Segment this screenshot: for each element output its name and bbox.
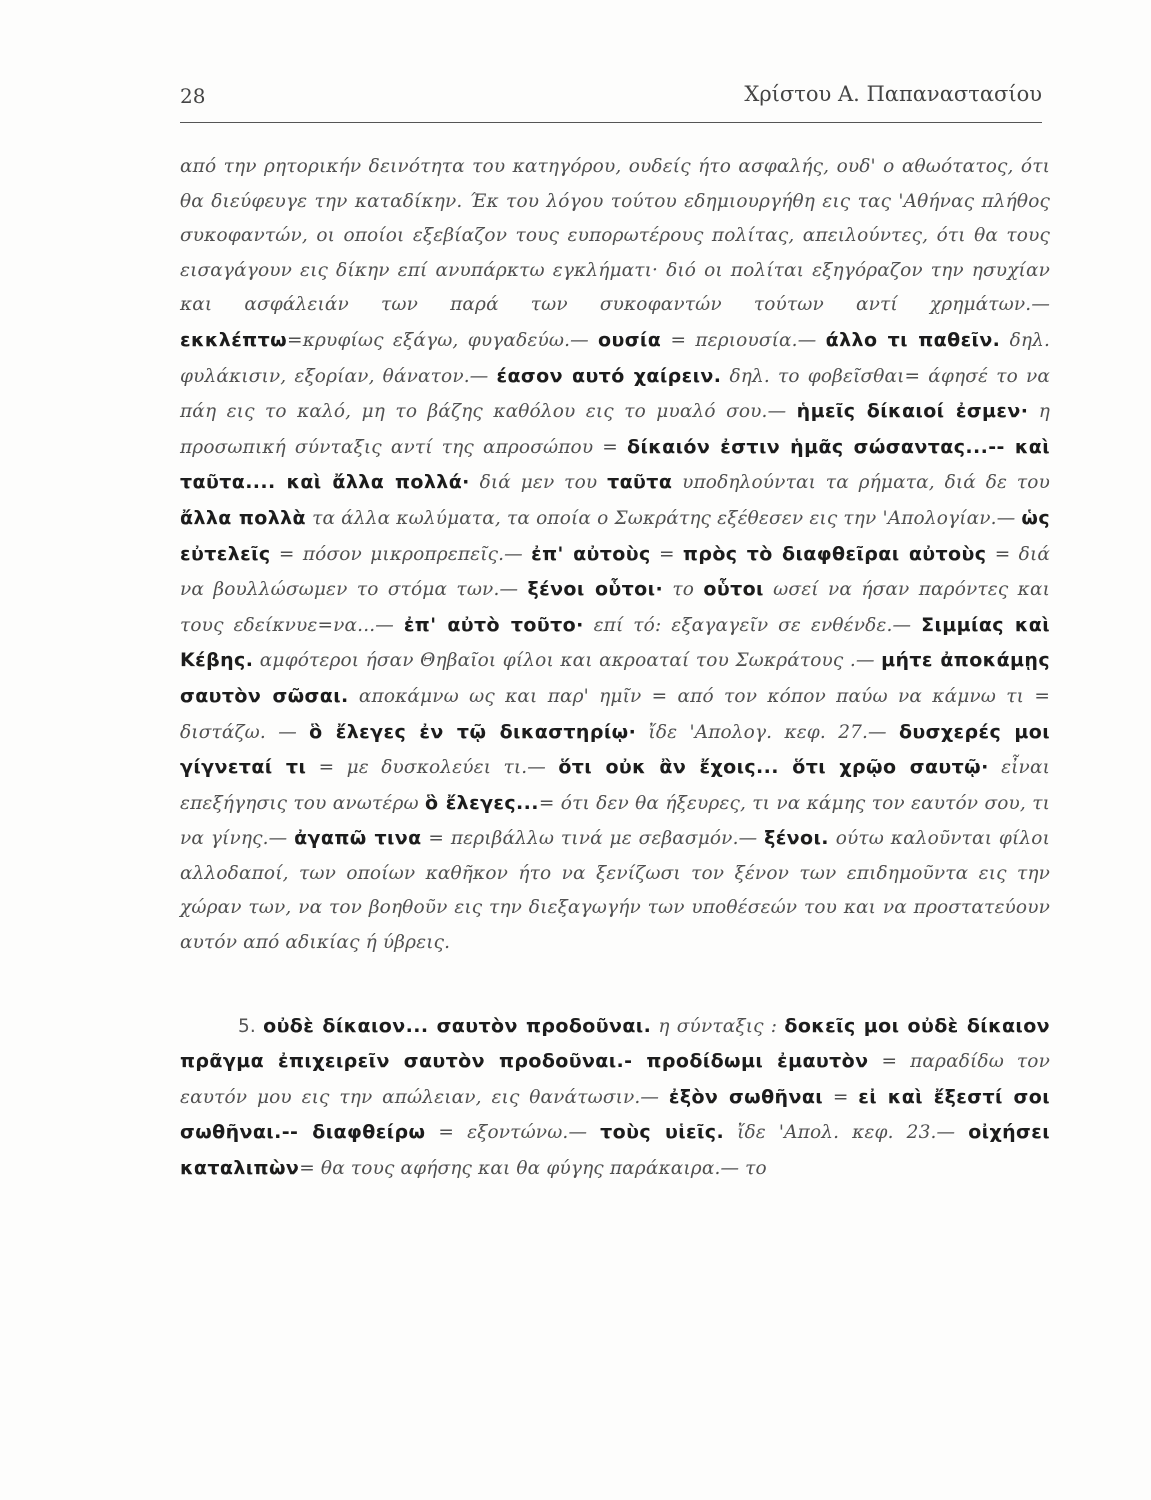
bold-lemma: ἐπ' αὐτὸ τοῦτο· <box>403 613 584 636</box>
gloss-text: = πόσον μικροπρεπεῖς.— <box>270 543 532 565</box>
gloss-text: τα άλλα κωλύματα, τα οποία ο Σωκράτης εξέθεσεν εις την 'Απολογίαν.— <box>306 507 1022 529</box>
gloss-text: ούτω καλοῦνται φίλοι αλλοδαποί, των οποίων καθῆκον ήτο να ξενίζωσι τον ξένον των επιδημοῦντα εις την χώραν των, να τον βοηθοῦν εις την διεξαγωγήν των υποθέσεών του και να προστατεύουν αυτόν από αδικίας ή ύβρεις. <box>180 828 1050 954</box>
gloss-text: δηλ. το φοβεῖσθαι= άφησέ το να πάη εις το καλό, μη το βάζης καθόλου εις το μυαλό σου.— <box>180 365 1051 423</box>
gloss-text: ωσεί να ήσαν παρόντες και τους εδείκνυε=να...— <box>180 579 1051 636</box>
gloss-text: = <box>650 543 683 565</box>
gloss-text: = θα τους αφήσης και θα φύγης παράκαιρα.— το <box>299 1158 767 1180</box>
gloss-text: = εξοντώνω.— <box>425 1122 601 1144</box>
page-header <box>180 70 1042 110</box>
gloss-text: εἶναι επεξήγησις του ανωτέρω <box>180 757 1050 814</box>
gloss-text: = ότι δεν θα ήξευρες, τι να κάμης τον εαυτόν σου, τι να γίνης.— <box>180 792 1050 850</box>
gloss-text: από την ρητορικήν δεινότητα του κατηγόρου, ουδείς ήτο ασφαλής, ουδ' ο αθωότατος, ότι θα διεύφευγε την καταδίκην. Έκ του λόγου τούτου εδημιουργήθη εις τας 'Αθήνας πλήθος συκοφαντών, οι οποίοι εξεβίαζον τους ευπορωτέρους πολίτας, απειλούντες, ότι θα τους εισαγάγουν εις δίκην επί ανυπάρκτω εγκλήματι· διό οι πολίται εξηγόραζον την ησυχίαν και ασφάλειάν των παρά των συκοφαντών τούτων αντί χρημάτων.— <box>180 156 1050 316</box>
gloss-text: το <box>663 579 704 601</box>
commentary-paragraph <box>180 150 1050 961</box>
bold-lemma: ουσία <box>598 328 662 351</box>
bold-lemma: οἰχήσει καταλιπὼν <box>180 1121 1051 1180</box>
bold-lemma: ἀγαπῶ τινα <box>294 827 422 850</box>
bold-lemma: άλλο τι παθεῖν. <box>825 328 1001 351</box>
bold-lemma: ὃ ἔλεγες ἐν τῷ δικαστηρίῳ· <box>309 720 637 743</box>
bold-lemma: δυσχερές μοι γίγνεταί τι <box>180 720 1050 779</box>
gloss-text: επί τό: εξαγαγεῖν σε ενθένδε.— <box>583 614 922 636</box>
bold-lemma: μήτε ἀποκάμῃς σαυτὸν σῶσαι. <box>180 649 1051 707</box>
bold-lemma: ἄλλα πολλὰ <box>180 506 306 529</box>
bold-lemma: ὡς εὐτελεῖς <box>180 506 1050 565</box>
bold-lemma: εκκλέπτω <box>180 328 288 351</box>
section-number: 5. <box>238 1015 256 1037</box>
bold-lemma: οὗτοι <box>703 578 764 601</box>
bold-lemma: έασον αυτό χαίρειν. <box>496 364 722 387</box>
bold-lemma: ξένοι οὗτοι· <box>527 578 664 601</box>
bold-lemma: ἐξὸν σωθῆναι <box>668 1085 824 1108</box>
bold-lemma: εἰ καὶ ἔξεστί σοι σωθῆναι.-- διαφθείρω <box>180 1085 1050 1144</box>
bold-lemma: δοκεῖς μοι οὐδὲ δίκαιον πρᾶγμα ἐπιχειρεῖν σαυτὸν προδοῦναι.- προδίδωμι ἐμαυτὸν <box>180 1014 1051 1073</box>
bold-lemma: δίκαιόν ἐστιν ἡμᾶς σώσαντας...-- καὶ ταῦτα.... καὶ ἄλλα πολλά· <box>180 435 1051 494</box>
body-text <box>180 150 1050 1187</box>
gloss-text: ἴδε 'Απολογ. κεφ. 27.— <box>636 721 899 743</box>
bold-lemma: ὅτι οὐκ ἂν ἔχοις... ὅτι χρῷο σαυτῷ· <box>558 756 989 779</box>
bold-lemma: τοὺς υἱεῖς. <box>600 1121 725 1144</box>
gloss-text: = με δυσκολεύει τι.— <box>306 757 559 779</box>
gloss-text: αμφότεροι ήσαν Θηβαῖοι φίλοι και ακροαταί του Σωκράτους .— <box>253 650 882 672</box>
bold-lemma: οὐδὲ δίκαιον... σαυτὸν προδοῦναι. <box>263 1014 652 1037</box>
gloss-text: =κρυφίως εξάγω, φυγαδεύω.— <box>287 329 599 351</box>
bold-lemma: ἡμεῖς δίκαιοί ἐσμεν· <box>796 400 1029 423</box>
bold-lemma: ὃ ἔλεγες... <box>425 791 539 814</box>
header-rule <box>180 122 1042 123</box>
gloss-text: δηλ. φυλάκισιν, εξορίαν, θάνατον.— <box>180 329 1051 387</box>
gloss-text: = διά να βουλλώσωμεν το στόμα των.— <box>180 543 1050 601</box>
commentary-paragraph-5 <box>180 1009 1050 1187</box>
gloss-text: η σύνταξις : <box>651 1015 785 1037</box>
gloss-text: = περιβάλλω τινά με σεβασμόν.— <box>421 828 765 850</box>
bold-lemma: πρὸς τὸ διαφθεῖραι αὐτοὺς <box>682 542 987 565</box>
bold-lemma: ταῦτα <box>607 471 673 494</box>
gloss-text: = παραδίδω τον εαυτόν μου εις την απώλειαν, εις θανάτωσιν.— <box>180 1051 1050 1108</box>
bold-lemma: ἐπ' αὐτοὺς <box>531 542 651 565</box>
page-number: 28 <box>180 84 206 108</box>
bold-lemma: ξένοι. <box>764 827 829 850</box>
gloss-text: = <box>823 1086 859 1108</box>
bold-lemma: Σιμμίας καὶ Κέβης. <box>180 613 1050 672</box>
gloss-text: υποδηλούνται τα ρήματα, διά δε του <box>672 472 1050 494</box>
running-title: Χρίστου Α. Παπαναστασίου <box>744 82 1042 106</box>
gloss-text: = περιουσία.— <box>661 329 826 351</box>
gloss-text: ἴδε 'Απολ. κεφ. 23.— <box>724 1122 969 1144</box>
gloss-text: αποκάμνω ως και παρ' ημῖν = από τον κόπον παύω να κάμνω τι = διστάζω. — <box>180 685 1050 743</box>
gloss-text: διά μεν του <box>469 472 608 494</box>
gloss-text: η προσωπική σύνταξις αντί της απροσώπου = <box>180 401 1051 458</box>
